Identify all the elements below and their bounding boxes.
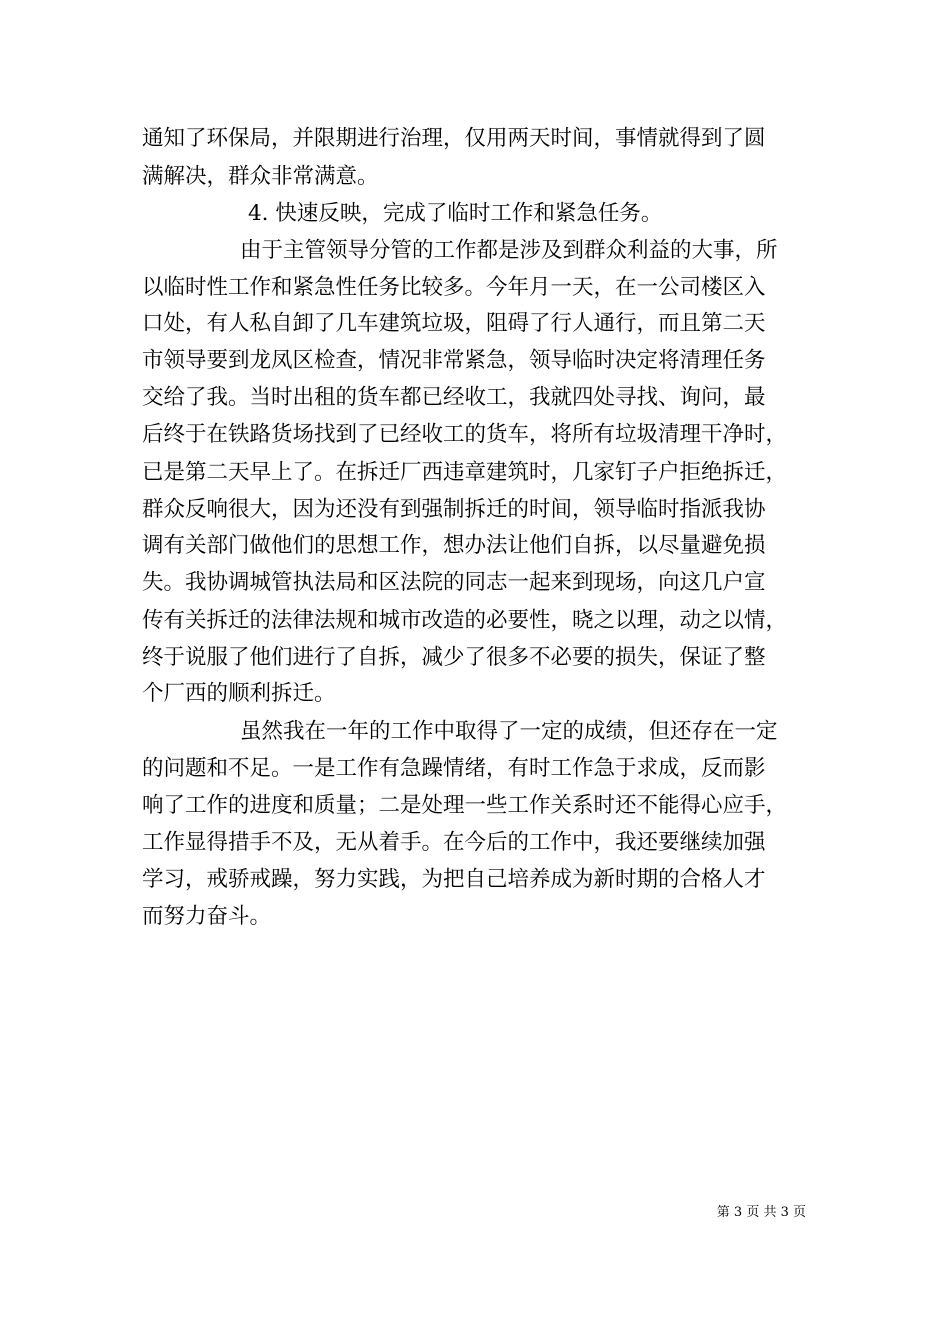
page-number: 第 3 页 共 3 页 xyxy=(716,1205,806,1220)
paragraph-line: 市领导要到龙凤区检查，情况非常紧急，领导临时决定将清理任务 xyxy=(142,348,766,373)
paragraph-line: 交给了我。当时出租的货车都已经收工，我就四处寻找、询问，最 xyxy=(142,385,766,410)
paragraph-line: 通知了环保局，并限期进行治理，仅用两天时间，事情就得到了圆 xyxy=(142,126,766,151)
paragraph-line: 失。我协调城管执法局和区法院的同志一起来到现场，向这几户宣 xyxy=(142,570,766,595)
paragraph-line: 口处，有人私自卸了几车建筑垃圾，阻碍了行人通行，而且第二天 xyxy=(142,311,766,336)
paragraph-line: 的问题和不足。一是工作有急躁情绪，有时工作急于求成，反而影 xyxy=(142,756,766,781)
paragraph-line: 而努力奋斗。 xyxy=(142,904,272,929)
paragraph-line: 终于说服了他们进行了自拆，减少了很多不必要的损失，保证了整 xyxy=(142,645,766,670)
paragraph-line: 调有关部门做他们的思想工作，想办法让他们自拆，以尽量避免损 xyxy=(142,533,766,558)
paragraph-line: 后终于在铁路货场找到了已经收工的货车，将所有垃圾清理干净时， xyxy=(142,422,788,447)
paragraph-line: 响了工作的进度和质量；二是处理一些工作关系时还不能得心应手， xyxy=(142,793,788,818)
paragraph-line: 以临时性工作和紧急性任务比较多。今年月一天，在一公司楼区入 xyxy=(142,275,766,300)
paragraph-line: 工作显得措手不及，无从着手。在今后的工作中，我还要继续加强 xyxy=(142,830,766,855)
paragraph-line: 个厂西的顺利拆迁。 xyxy=(142,681,336,706)
paragraph-line: 学习，戒骄戒躁，努力实践，为把自己培养成为新时期的合格人才 xyxy=(142,867,766,892)
paragraph-line: 虽然我在一年的工作中取得了一定的成绩，但还存在一定 xyxy=(240,719,778,744)
paragraph-line: 满解决，群众非常满意。 xyxy=(142,164,379,189)
section-heading: 4. 快速反映，完成了临时工作和紧急任务。 xyxy=(248,201,663,226)
paragraph-line: 群众反响很大，因为还没有到强制拆迁的时间，领导临时指派我协 xyxy=(142,497,766,522)
paragraph-line: 已是第二天早上了。在拆迁厂西违章建筑时，几家钉子户拒绝拆迁， xyxy=(142,460,788,485)
paragraph-line: 由于主管领导分管的工作都是涉及到群众利益的大事，所 xyxy=(240,238,778,263)
paragraph-line: 传有关拆迁的法律法规和城市改造的必要性，晓之以理，动之以情， xyxy=(142,608,788,633)
